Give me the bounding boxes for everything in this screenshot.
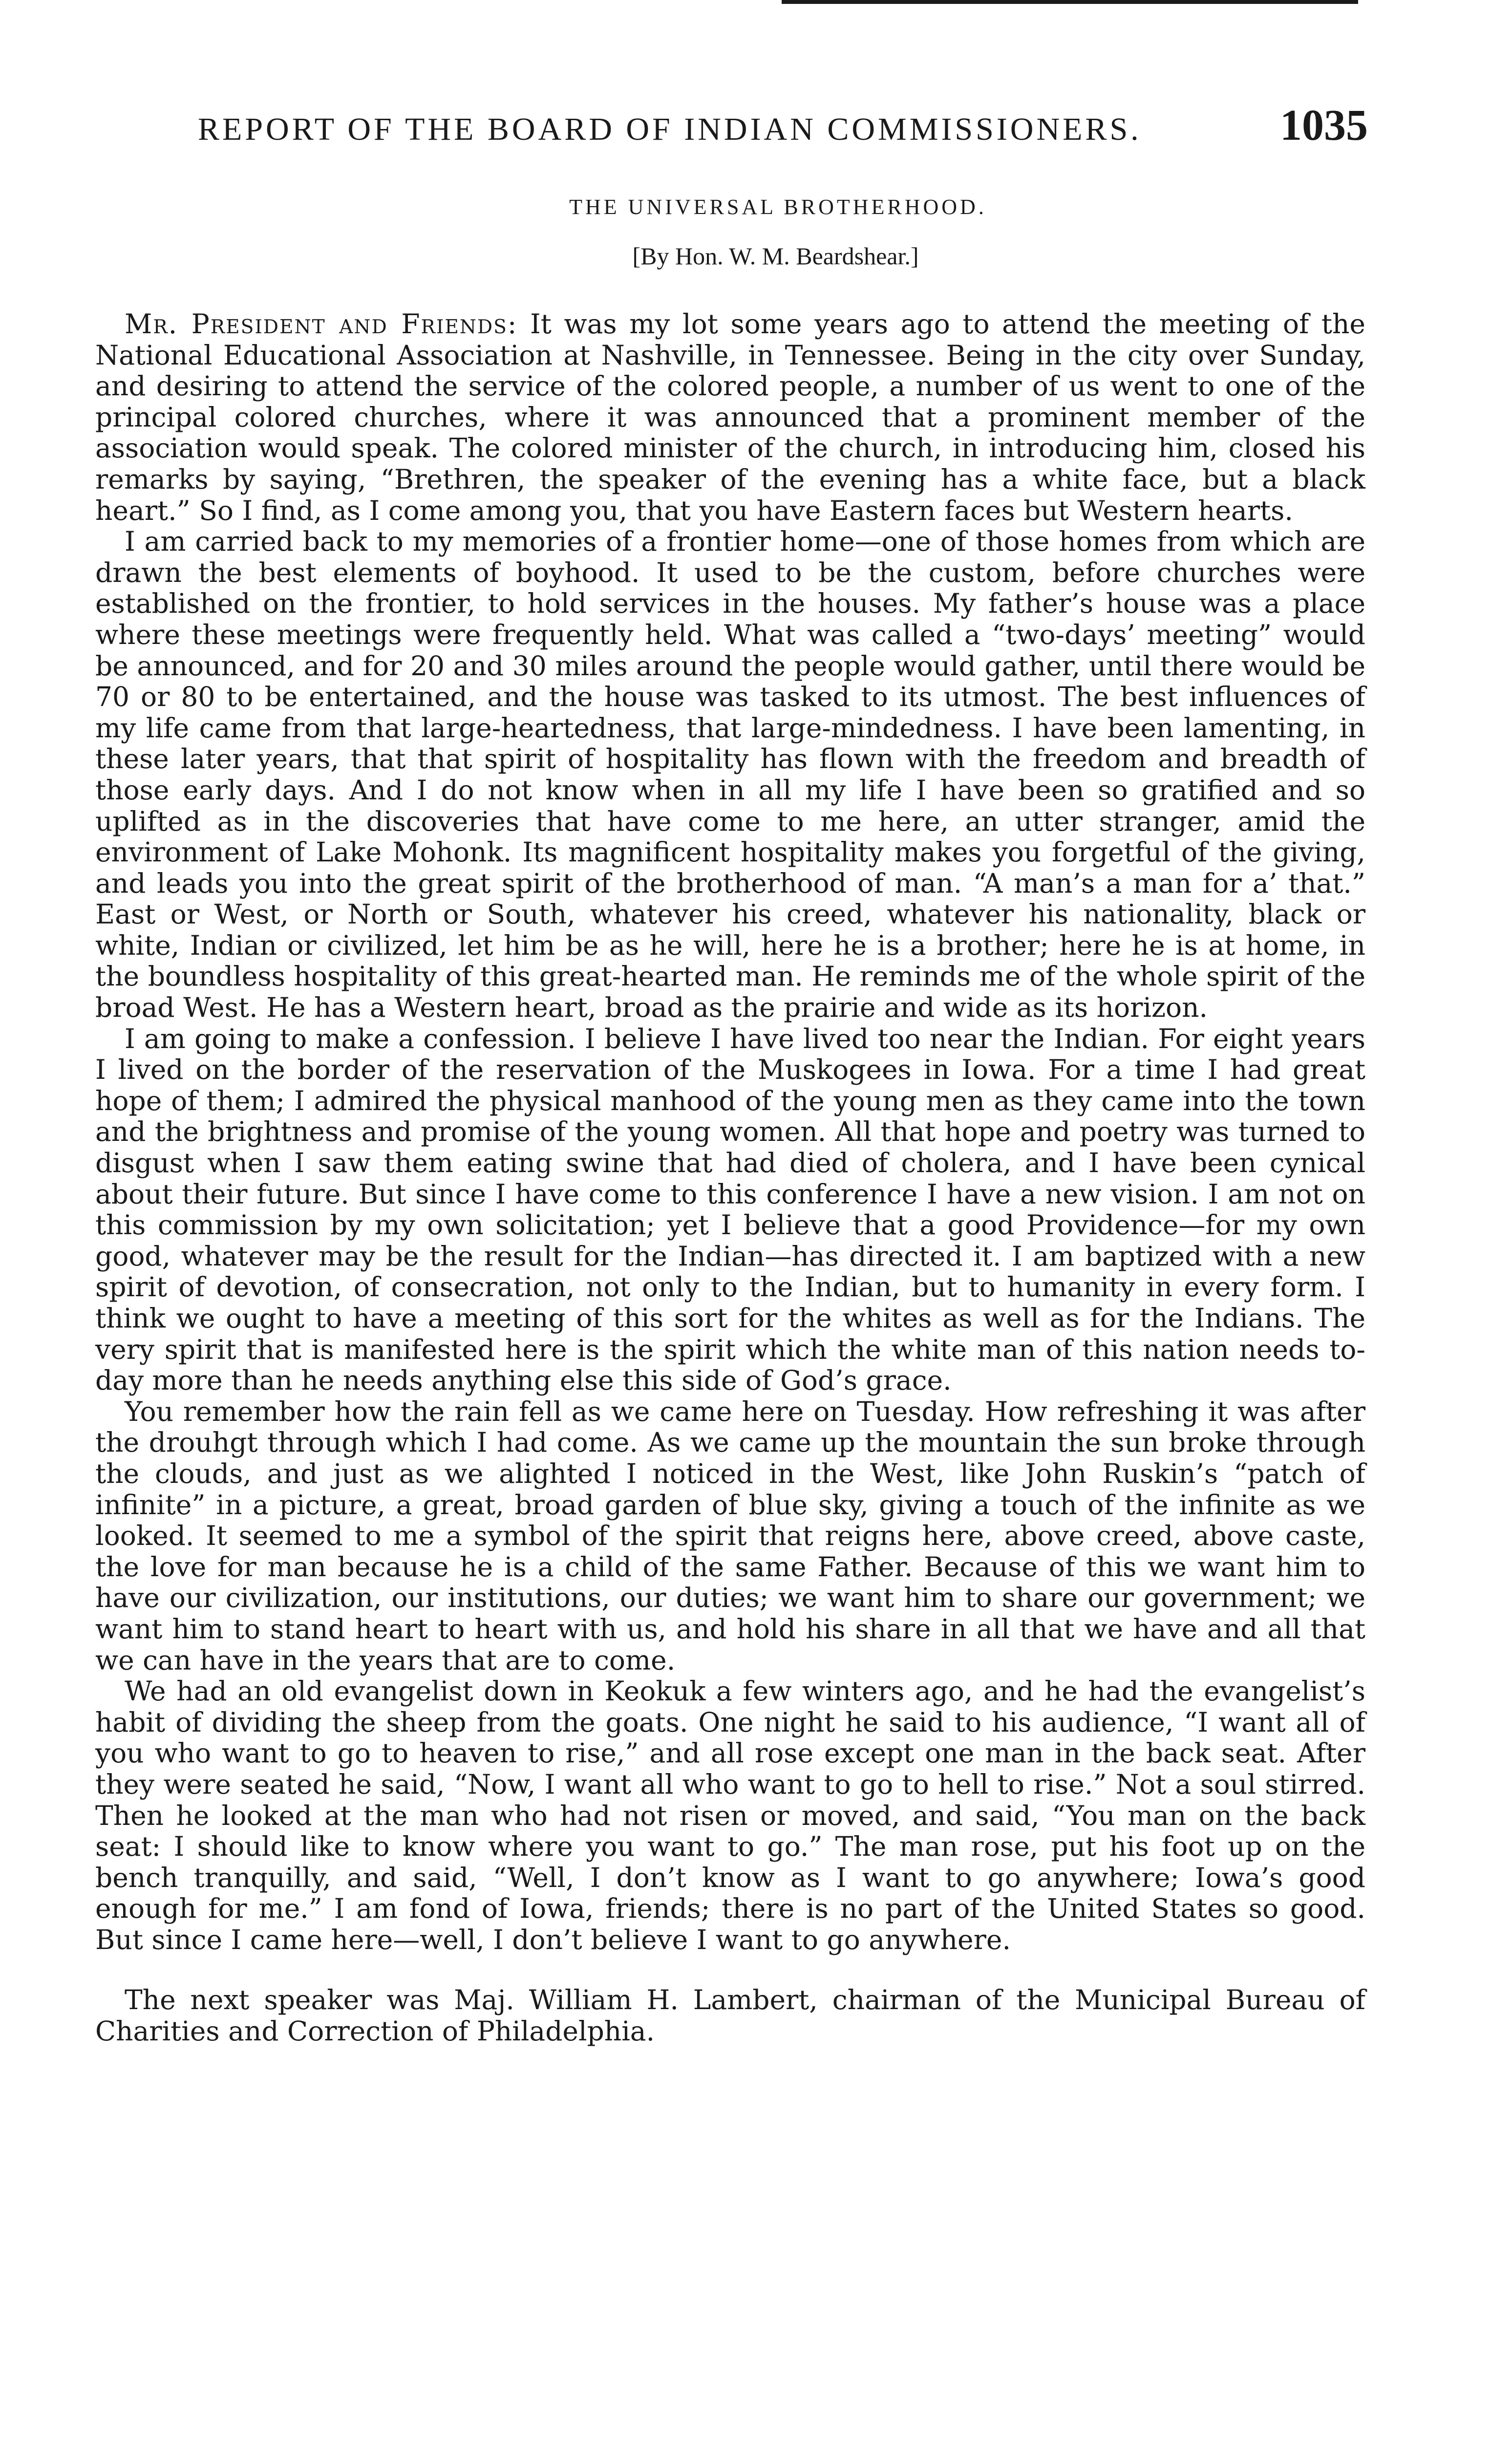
paragraph-5: We had an old evangelist down in Keokuk a few winters ago, and he had the evangelist’s habit of dividing the sheep from the goats. One night he said to his audience, “I want all of you who want to go to heaven to rise,” and all rose except one man in the back seat. After they were seated he said, “Now, I want all who want to go to hell to rise.” Not a soul stirred. Then he looked at the man who had not risen or moved, and said, “You man on the back seat: I should like to know where you want to go.” The man rose, put his foot up on the bench tranquilly, and said, “Well, I don’t know as I want to go anywhere; Iowa’s good enough for me.” I am fond of Iowa, friends; there is no part of the United States so good. But since I came here—well, I don’t believe I want to go anywhere. — [95, 1675, 1365, 1955]
paragraph-3: I am going to make a confession. I believe I have lived too near the Indian. For eight years I lived on the border of the reservation of the Muskogees in Iowa. For a time I had great hope of them; I admired the physical manhood of the young men as they came into the town and the brightness and promise of the young women. All that hope and poetry was turned to disgust when I saw them eating swine that had died of cholera, and I have been cynical about their future. But since I have come to this conference I have a new vision. I am not on this commission by my own solicitation; yet I believe that a good Providence—for my own good, whatever may be the result for the Indian—has directed it. I am baptized with a new spirit of devotion, of consecration, not only to the Indian, but to humanity in every form. I think we ought to have a meeting of this sort for the whites as well as for the Indians. The very spirit that is manifested here is the spirit which the white man of this nation needs to-day more than he needs anything else this side of God’s grace. — [95, 1023, 1365, 1396]
article-byline: [By Hon. W. M. Beardshear.] — [632, 242, 919, 270]
article-title: THE UNIVERSAL BROTHERHOOD. — [569, 195, 987, 219]
page-number: 1035 — [1280, 101, 1368, 150]
paragraph-1 — [95, 309, 1365, 526]
article-body — [95, 309, 1365, 2047]
paragraph-1-text: It was my lot some years ago to attend the meeting of the National Educational Association at Nashville, in Tennessee. Being in the city over Sunday, and desiring to attend the service of the colored people, a number of us went to one of the principal colored churches, where it was announced that a prominent member of the association would speak. The colored minister of the church, in introducing him, closed his remarks by saying, “Brethren, the speaker of the evening has a white face, but a black heart.” So I find, as I come among you, that you have Eastern faces but Western hearts. — [95, 308, 1365, 526]
running-title: REPORT OF THE BOARD OF INDIAN COMMISSIONERS. — [198, 111, 1142, 147]
salutation: Mr. President and Friends: — [125, 308, 518, 340]
running-header — [198, 100, 1368, 154]
paragraph-4: You remember how the rain fell as we came here on Tuesday. How refreshing it was after the drouhgt through which I had come. As we came up the mountain the sun broke through the clouds, and just as we alighted I noticed in the West, like John Ruskin’s “patch of infinite” in a picture, a great, broad garden of blue sky, giving a touch of the infinite as we looked. It seemed to me a symbol of the spirit that reigns here, above creed, above caste, the love for man because he is a child of the same Father. Because of this we want him to have our civilization, our institutions, our duties; we want him to share our government; we want him to stand heart to heart with us, and hold his share in all that we have and all that we can have in the years that are to come. — [95, 1395, 1365, 1676]
top-edge-rule — [782, 0, 1358, 4]
paragraph-2: I am carried back to my memories of a frontier home—one of those homes from which are drawn the best elements of boyhood. It used to be the custom, before churches were established on the frontier, to hold services in the houses. My father’s house was a place where these meetings were frequently held. What was called a “two-days’ meeting” would be announced, and for 20 and 30 miles around the people would gather, until there would be 70 or 80 to be entertained, and the house was tasked to its utmost. The best influences of my life came from that large-heartedness, that large-mindedness. I have been lamenting, in these later years, that that spirit of hospitality has flown with the freedom and breadth of those early days. And I do not know when in all my life I have been so gratified and so uplifted as in the discoveries that have come to me here, an utter stranger, amid the environment of Lake Mohonk. Its magnificent hospitality makes you forgetful of the giving, and leads you into the great spirit of the brotherhood of man. “A man’s a man for a’ that.” East or West, or North or South, whatever his creed, whatever his nationality, black or white, Indian or civilized, let him be as he will, here he is a brother; here he is at home, in the boundless hospitality of this great-hearted man. He reminds me of the whole spirit of the broad West. He has a Western heart, broad as the prairie and wide as its horizon. — [95, 526, 1365, 1024]
closing-note: The next speaker was Maj. William H. Lambert, chairman of the Municipal Bureau of Charities and Correction of Philadelphia. — [95, 1984, 1365, 2047]
